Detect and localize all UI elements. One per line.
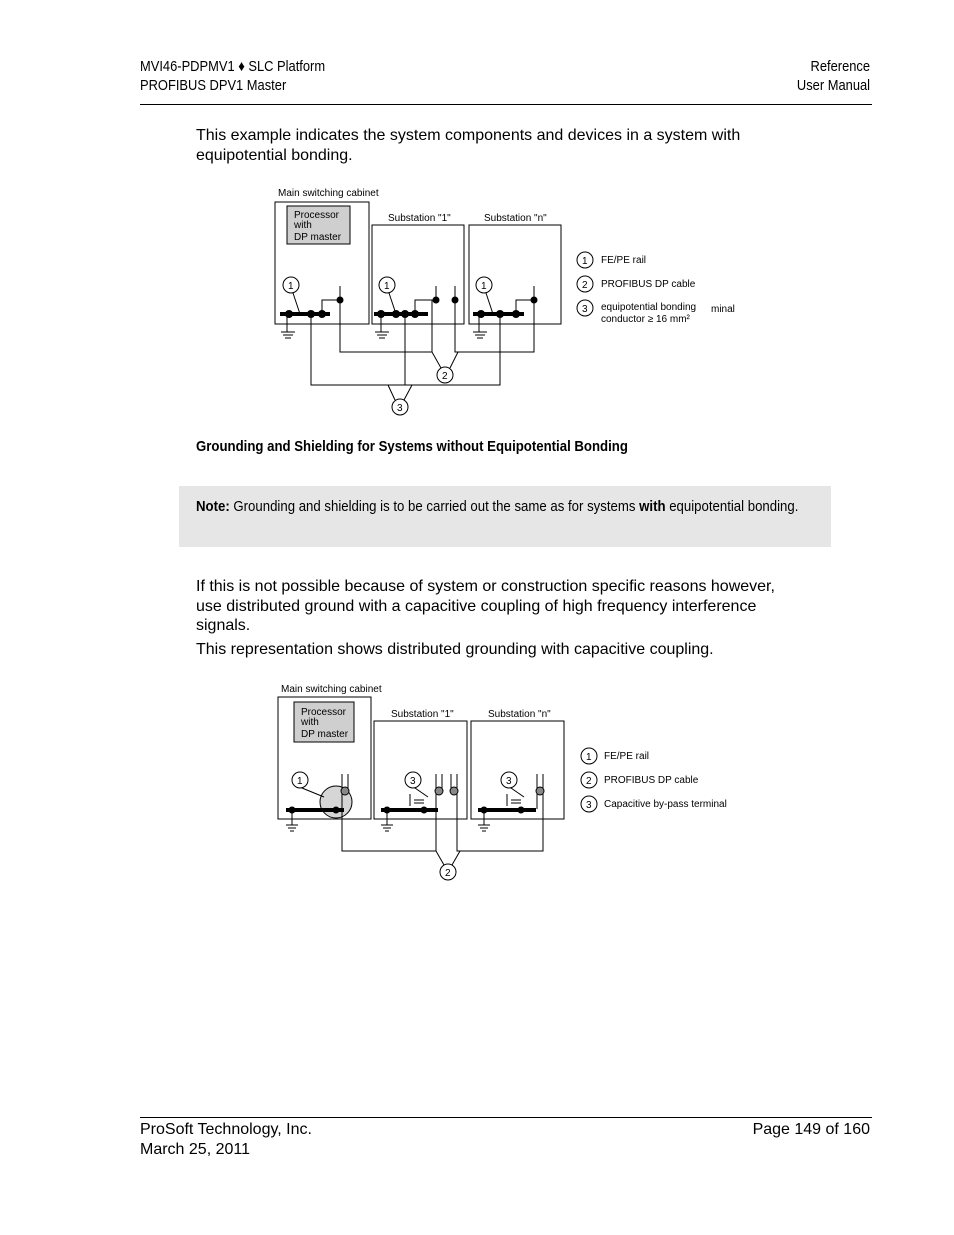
page-header-left	[140, 57, 325, 95]
fig1-legend-text-2: PROFIBUS DP cable	[601, 279, 696, 290]
fig2-legend-num-1: 1	[586, 752, 592, 763]
header-section: Reference	[810, 58, 870, 75]
fig2-substation-n-label: Substation "n"	[488, 709, 551, 720]
footer-date: March 25, 2011	[140, 1140, 250, 1158]
paragraph-representation: This representation shows distributed grounding with capacitive coupling.	[196, 641, 714, 658]
page-header-right	[797, 57, 870, 95]
header-divider	[140, 104, 872, 105]
figure-capacitive-coupling-svg	[274, 679, 754, 889]
fig2-callout-1: 1	[297, 776, 303, 787]
fig2-legend-text-2: PROFIBUS DP cable	[604, 775, 699, 786]
fig1-substation-1-label: Substation "1"	[388, 213, 451, 224]
page-footer-left	[140, 1120, 312, 1159]
fig1-legend-extra: minal	[711, 304, 735, 315]
note-box	[179, 486, 831, 547]
note-label: Note:	[196, 498, 230, 515]
fig2-legend-text-1: FE/PE rail	[604, 751, 650, 762]
fig1-callout-3: 3	[397, 403, 403, 414]
header-product: MVI46-PDPMV1 ♦ SLC Platform	[140, 58, 326, 75]
fig1-legend-num-3: 3	[582, 304, 588, 315]
fig1-legend-text-3b: conductor ≥ 16 mm²	[601, 314, 690, 325]
figure-capacitive-coupling	[274, 679, 754, 894]
fig1-processor-line1: Processor	[294, 210, 340, 221]
substation-n-box	[469, 225, 561, 324]
fig2-cabinet-label: Main switching cabinet	[281, 684, 382, 695]
fig1-callout-1a: 1	[288, 281, 294, 292]
fig1-cabinet-label: Main switching cabinet	[278, 188, 379, 199]
fig2-substation-n-box	[471, 721, 564, 819]
note-bold-word: with	[639, 498, 666, 515]
fig2-processor-line1: Processor	[301, 707, 347, 718]
section-heading: Grounding and Shielding for Systems without Equipotential Bonding	[196, 438, 628, 455]
fig2-callout-3a: 3	[410, 776, 416, 787]
fig1-callout-1b: 1	[384, 281, 390, 292]
header-subtitle: PROFIBUS DPV1 Master	[140, 77, 287, 94]
note-body-2: equipotential bonding.	[665, 498, 799, 515]
note-text	[196, 497, 812, 517]
footer-company: ProSoft Technology, Inc.	[140, 1121, 312, 1138]
fig1-legend-num-1: 1	[582, 256, 588, 267]
page-footer-right	[753, 1120, 870, 1140]
note-body-1: Grounding and shielding is to be carried out the same as for systems	[229, 498, 640, 515]
fig2-substation-1-label: Substation "1"	[391, 709, 454, 720]
fig1-processor-line2: with	[294, 220, 312, 231]
fig2-processor-line2: with	[301, 717, 319, 728]
paragraph-distributed-ground: If this is not possible because of system or construction specific reasons however, use distributed ground with a capacitive coupling of high frequency interference signals.	[196, 578, 775, 634]
figure-equipotential-bonding	[270, 182, 750, 427]
fig1-legend-text-1: FE/PE rail	[601, 255, 647, 266]
fig2-legend-text-3: Capacitive by-pass terminal	[604, 799, 727, 810]
fig1-processor-line3: DP master	[294, 232, 342, 243]
fig2-callout-2: 2	[445, 868, 451, 879]
fig2-callout-3b: 3	[506, 776, 512, 787]
fig2-substation-1-box	[374, 721, 467, 819]
fig1-legend-text-3: equipotential bonding	[601, 302, 697, 313]
fig1-callout-2: 2	[442, 371, 448, 382]
fig1-callout-1c: 1	[481, 281, 487, 292]
fig2-processor-line3: DP master	[301, 729, 349, 740]
fig2-legend-num-3: 3	[586, 800, 592, 811]
header-doc-type: User Manual	[796, 77, 870, 94]
fig2-legend-num-2: 2	[586, 776, 592, 787]
fig1-substation-n-label: Substation "n"	[484, 213, 547, 224]
footer-divider	[140, 1117, 872, 1118]
fig1-legend-num-2: 2	[582, 280, 588, 291]
intro-paragraph: This example indicates the system components and devices in a system with equipotential bonding.	[196, 127, 741, 164]
figure-equipotential-bonding-svg	[270, 182, 750, 422]
footer-page-number: Page 149 of 160	[752, 1121, 870, 1138]
substation-1-box	[372, 225, 464, 324]
